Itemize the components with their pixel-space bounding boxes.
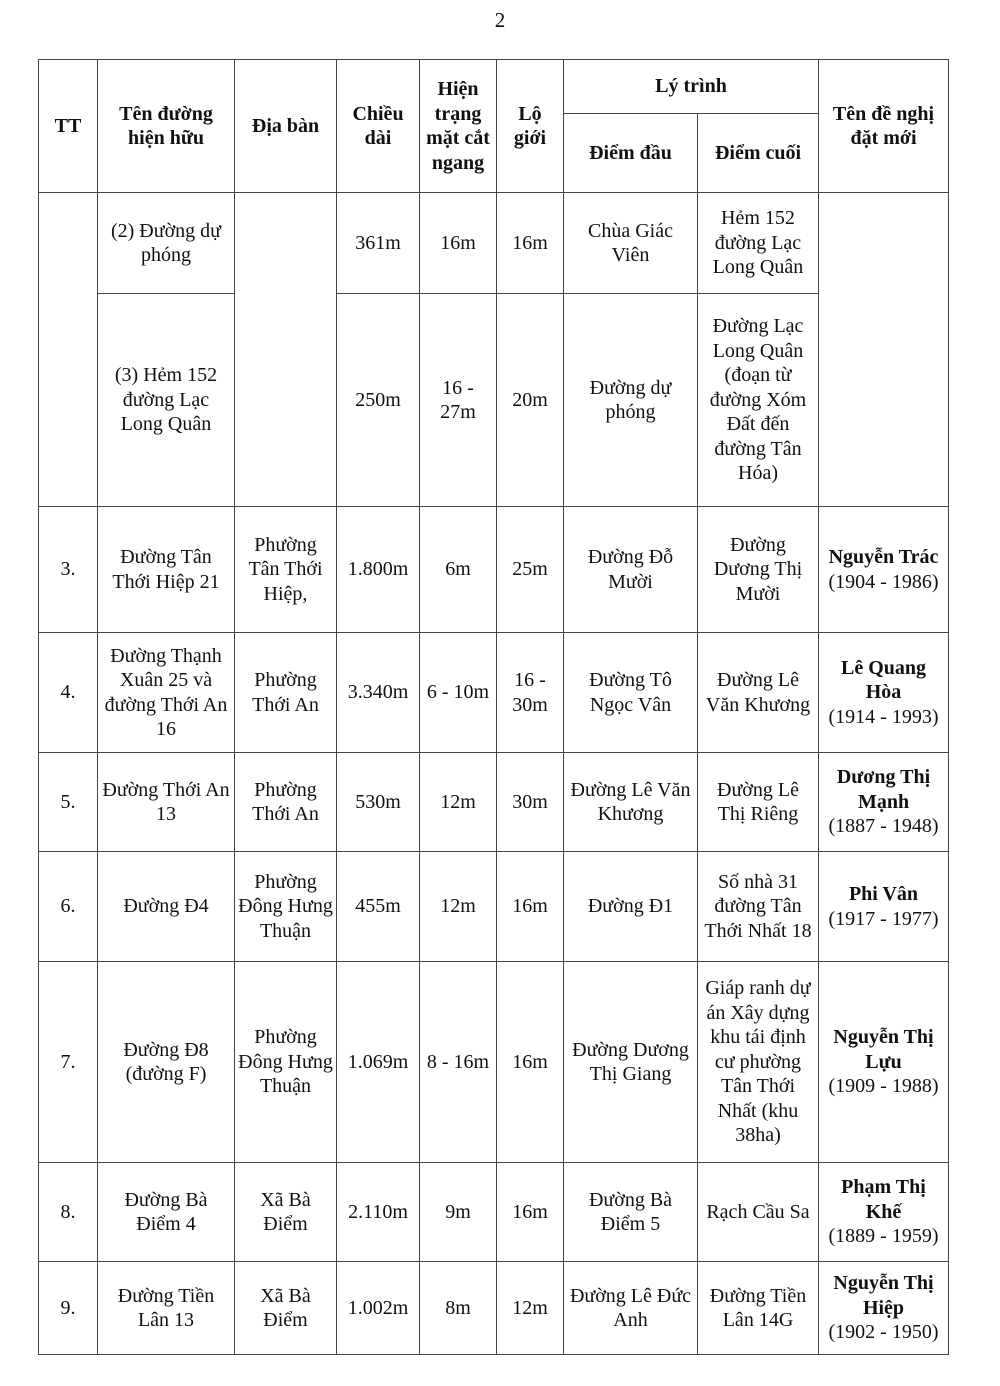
- cell-right-of-way: 16m: [497, 852, 564, 962]
- cell-length: 1.002m: [337, 1262, 420, 1355]
- proposed-name: Phạm Thị Khế: [841, 1176, 926, 1223]
- cell-cross-section: 8 - 16m: [420, 962, 497, 1163]
- table-row: [39, 633, 949, 753]
- cell-start-point: Đường Đ1: [564, 852, 698, 962]
- cell-area: Phường Tân Thới Hiệp,: [235, 507, 337, 633]
- cell-start-point: Đường Lê Văn Khương: [564, 753, 698, 852]
- cell-cross-section: 16m: [420, 193, 497, 294]
- cell-end-point: Giáp ranh dự án Xây dựng khu tái định cư phường Tân Thới Nhất (khu 38ha): [698, 962, 819, 1163]
- cell-start-point: Đường Đỗ Mười: [564, 507, 698, 633]
- table-row: [39, 962, 949, 1163]
- cell-end-point: Đường Tiền Lân 14G: [698, 1262, 819, 1355]
- header-tt: TT: [39, 60, 98, 193]
- cell-proposed-name: [819, 633, 949, 753]
- cell-area: Phường Đông Hưng Thuận: [235, 852, 337, 962]
- cell-street-name: (3) Hẻm 152 đường Lạc Long Quân: [98, 294, 235, 507]
- header-proposed-name: Tên đề nghị đặt mới: [819, 60, 949, 193]
- proposed-name-years: (1889 - 1959): [828, 1225, 939, 1248]
- cell-tt: 8.: [39, 1163, 98, 1262]
- cell-length: 455m: [337, 852, 420, 962]
- cell-area: Xã Bà Điểm: [235, 1262, 337, 1355]
- cell-proposed-name: [819, 507, 949, 633]
- cell-cross-section: 8m: [420, 1262, 497, 1355]
- table-row: [39, 1262, 949, 1355]
- header-end-point: Điểm cuối: [698, 114, 819, 193]
- cell-proposed-name: [819, 852, 949, 962]
- cell-end-point: Đường Lạc Long Quân (đoạn từ đường Xóm Đất đến đường Tân Hóa): [698, 294, 819, 507]
- cell-tt: 7.: [39, 962, 98, 1163]
- cell-right-of-way: 16m: [497, 1163, 564, 1262]
- cell-start-point: Đường Lê Đức Anh: [564, 1262, 698, 1355]
- proposed-name-years: (1917 - 1977): [828, 907, 939, 930]
- cell-street-name: Đường Thạnh Xuân 25 và đường Thới An 16: [98, 633, 235, 753]
- proposed-name-years: (1914 - 1993): [828, 705, 939, 728]
- cell-proposed-name: [819, 962, 949, 1163]
- page-number: 2: [494, 8, 506, 32]
- header-right-of-way: Lộ giới: [497, 60, 564, 193]
- cell-area: Phường Đông Hưng Thuận: [235, 962, 337, 1163]
- cell-tt-empty: [39, 193, 98, 507]
- cell-right-of-way: 12m: [497, 1262, 564, 1355]
- cell-area: Phường Thới An: [235, 633, 337, 753]
- cell-street-name: (2) Đường dự phóng: [98, 193, 235, 294]
- table-row: [39, 193, 949, 294]
- cell-area: Phường Thới An: [235, 753, 337, 852]
- header-area: Địa bàn: [235, 60, 337, 193]
- proposed-name: Dương Thị Mạnh: [836, 766, 931, 813]
- cell-start-point: Chùa Giác Viên: [564, 193, 698, 294]
- cell-tt: 4.: [39, 633, 98, 753]
- cell-length: 250m: [337, 294, 420, 507]
- cell-cross-section: 12m: [420, 753, 497, 852]
- cell-end-point: Rạch Cầu Sa: [698, 1163, 819, 1262]
- cell-right-of-way: 16 - 30m: [497, 633, 564, 753]
- cell-cross-section: 9m: [420, 1163, 497, 1262]
- cell-length: 1.800m: [337, 507, 420, 633]
- proposed-name: Nguyễn Thị Hiệp: [833, 1272, 934, 1319]
- cell-tt: 9.: [39, 1262, 98, 1355]
- cell-end-point: Hẻm 152 đường Lạc Long Quân: [698, 193, 819, 294]
- cell-street-name: Đường Đ8 (đường F): [98, 962, 235, 1163]
- cell-tt: 3.: [39, 507, 98, 633]
- cell-tt: 6.: [39, 852, 98, 962]
- cell-right-of-way: 25m: [497, 507, 564, 633]
- table-row: [39, 1163, 949, 1262]
- cell-start-point: Đường Dương Thị Giang: [564, 962, 698, 1163]
- header-route: Lý trình: [564, 60, 819, 114]
- cell-street-name: Đường Tân Thới Hiệp 21: [98, 507, 235, 633]
- header-cross-section: Hiện trạng mặt cắt ngang: [420, 60, 497, 193]
- proposed-name: Phi Vân: [848, 883, 919, 905]
- cell-area: Xã Bà Điểm: [235, 1163, 337, 1262]
- table-row: [39, 507, 949, 633]
- table-row: [39, 852, 949, 962]
- cell-end-point: Đường Lê Văn Khương: [698, 633, 819, 753]
- cell-length: 530m: [337, 753, 420, 852]
- cell-right-of-way: 16m: [497, 193, 564, 294]
- table-row: [39, 294, 949, 507]
- cell-start-point: Đường Tô Ngọc Vân: [564, 633, 698, 753]
- cell-length: 1.069m: [337, 962, 420, 1163]
- proposed-name-years: (1904 - 1986): [828, 570, 939, 593]
- table-row: [39, 753, 949, 852]
- cell-right-of-way: 16m: [497, 962, 564, 1163]
- cell-length: 361m: [337, 193, 420, 294]
- proposed-name-years: (1909 - 1988): [828, 1075, 939, 1098]
- cell-cross-section: 16 - 27m: [420, 294, 497, 507]
- header-street-name: Tên đường hiện hữu: [98, 60, 235, 193]
- proposed-name-years: (1887 - 1948): [828, 815, 939, 838]
- proposed-name: Nguyễn Thị Lựu: [833, 1026, 934, 1073]
- proposed-name-years: (1902 - 1950): [828, 1321, 939, 1344]
- cell-right-of-way: 20m: [497, 294, 564, 507]
- proposed-name: Nguyễn Trác: [828, 546, 939, 568]
- street-naming-table: [38, 59, 949, 1355]
- cell-street-name: Đường Bà Điểm 4: [98, 1163, 235, 1262]
- proposed-name: Lê Quang Hòa: [840, 656, 927, 704]
- cell-end-point: Số nhà 31 đường Tân Thới Nhất 18: [698, 852, 819, 962]
- cell-cross-section: 6m: [420, 507, 497, 633]
- cell-cross-section: 12m: [420, 852, 497, 962]
- cell-tt: 5.: [39, 753, 98, 852]
- cell-proposed-name: [819, 1262, 949, 1355]
- cell-end-point: Đường Lê Thị Riêng: [698, 753, 819, 852]
- header-length: Chiều dài: [337, 60, 420, 193]
- cell-end-point: Đường Dương Thị Mười: [698, 507, 819, 633]
- cell-street-name: Đường Đ4: [98, 852, 235, 962]
- cell-length: 2.110m: [337, 1163, 420, 1262]
- cell-proposed-name: [819, 753, 949, 852]
- cell-right-of-way: 30m: [497, 753, 564, 852]
- cell-start-point: Đường dự phóng: [564, 294, 698, 507]
- cell-length: 3.340m: [337, 633, 420, 753]
- cell-street-name: Đường Thới An 13: [98, 753, 235, 852]
- header-start-point: Điểm đầu: [564, 114, 698, 193]
- cell-proposed-name: [819, 1163, 949, 1262]
- cell-start-point: Đường Bà Điểm 5: [564, 1163, 698, 1262]
- cell-cross-section: 6 - 10m: [420, 633, 497, 753]
- cell-area-empty: [235, 193, 337, 507]
- cell-proposed-empty: [819, 193, 949, 507]
- cell-street-name: Đường Tiền Lân 13: [98, 1262, 235, 1355]
